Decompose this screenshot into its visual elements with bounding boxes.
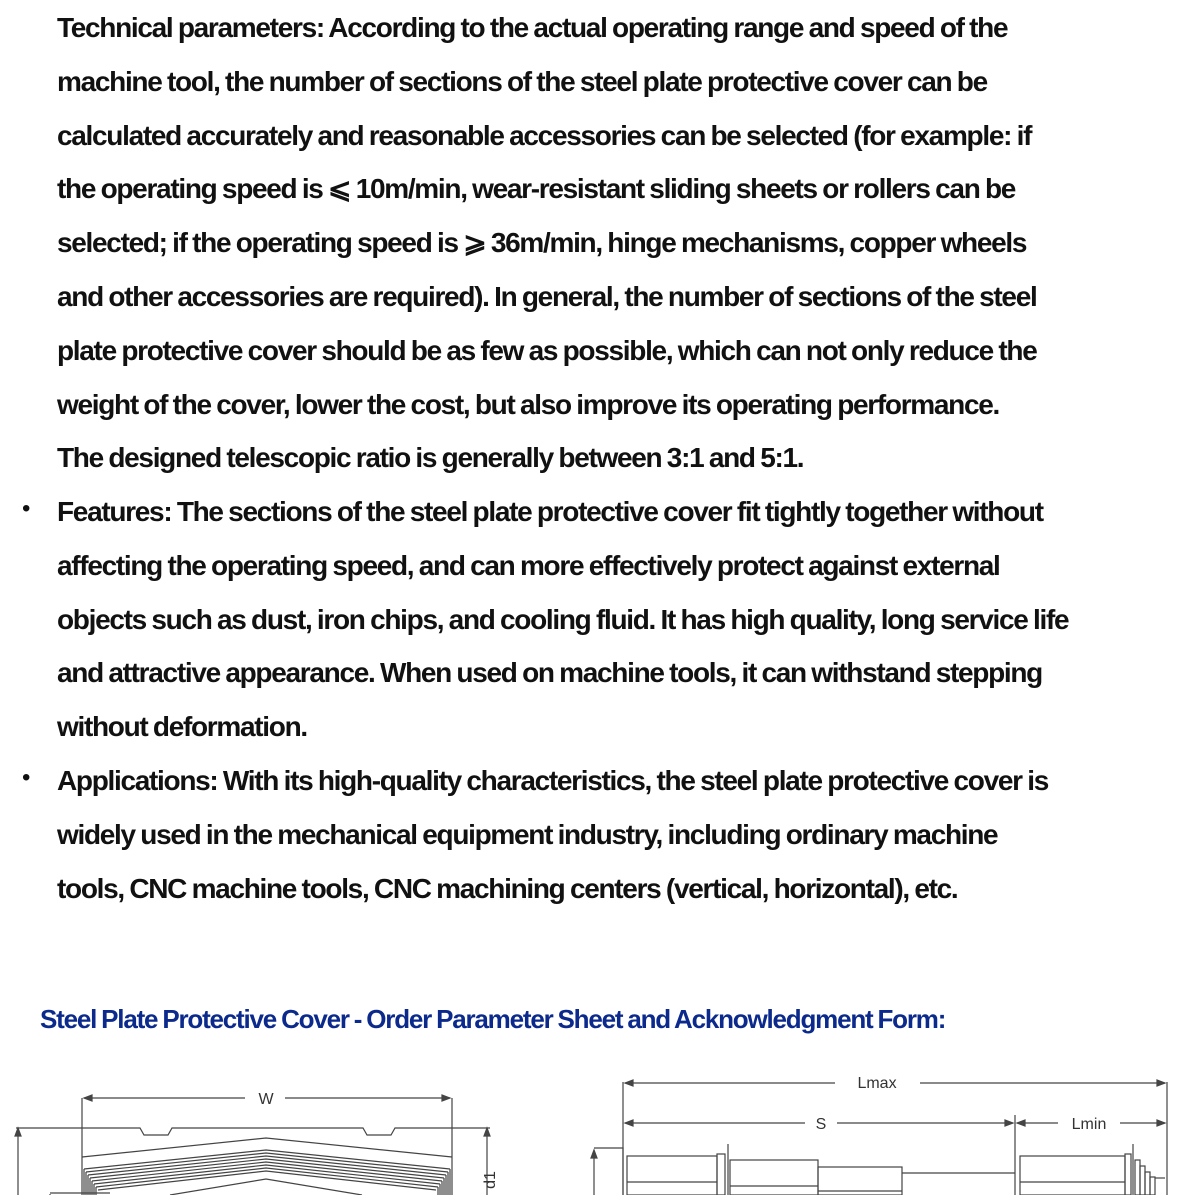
text-line: tools, CNC machine tools, CNC machining centers (vertical, horizontal), etc. [57, 872, 958, 904]
text-line: Applications: With its high-quality characteristics, the steel plate protective cover is [57, 765, 1048, 796]
order-sheet-heading: Steel Plate Protective Cover - Order Parameter Sheet and Acknowledgment Form: [40, 1004, 946, 1034]
front-view-drawing [0, 1060, 520, 1195]
text-line: objects such as dust, iron chips, and cooling fluid. It has high quality, long service life [57, 603, 1069, 635]
text-line: machine tool, the number of sections of the steel plate protective cover can be [57, 65, 987, 97]
dimension-label-lmin: Lmin [1071, 1116, 1107, 1133]
text-line: selected; if the operating speed is ⩾ 36m/min, hinge mechanisms, copper wheels [57, 227, 1027, 259]
text-line: and other accessories are required). In general, the number of sections of the steel [57, 280, 1037, 312]
text-line: without deformation. [57, 711, 307, 743]
text-line: Technical parameters: According to the actual operating range and speed of the [57, 12, 1008, 43]
dimension-label-s: S [815, 1116, 827, 1133]
text-line: calculated accurately and reasonable accessories can be selected (for example: if [57, 119, 1032, 151]
dimension-label-w: W [258, 1091, 274, 1108]
features-paragraph [57, 485, 1197, 754]
bullet-icon: • [22, 495, 31, 522]
text-line: Features: The sections of the steel plate protective cover fit tightly together without [57, 496, 1043, 527]
text-line: The designed telescopic ratio is generally between 3:1 and 5:1. [57, 442, 804, 474]
dimension-label-d1: d1 [482, 1171, 499, 1189]
bullet-icon: • [22, 764, 31, 791]
text-line: widely used in the mechanical equipment industry, including ordinary machine [57, 818, 998, 850]
text-line: weight of the cover, lower the cost, but also improve its operating performance. [57, 388, 999, 420]
side-view-drawing [580, 1060, 1200, 1195]
dimension-label-lmax: Lmax [857, 1075, 897, 1092]
text-line: plate protective cover should be as few as possible, which can not only reduce the [57, 334, 1037, 366]
text-line: the operating speed is ⩽ 10m/min, wear-resistant sliding sheets or rollers can be [57, 173, 1016, 205]
text-line: and attractive appearance. When used on machine tools, it can withstand stepping [57, 657, 1042, 689]
technical-parameters-paragraph [57, 1, 1197, 485]
text-line: affecting the operating speed, and can more effectively protect against external [57, 549, 1000, 581]
applications-paragraph [57, 754, 1197, 915]
